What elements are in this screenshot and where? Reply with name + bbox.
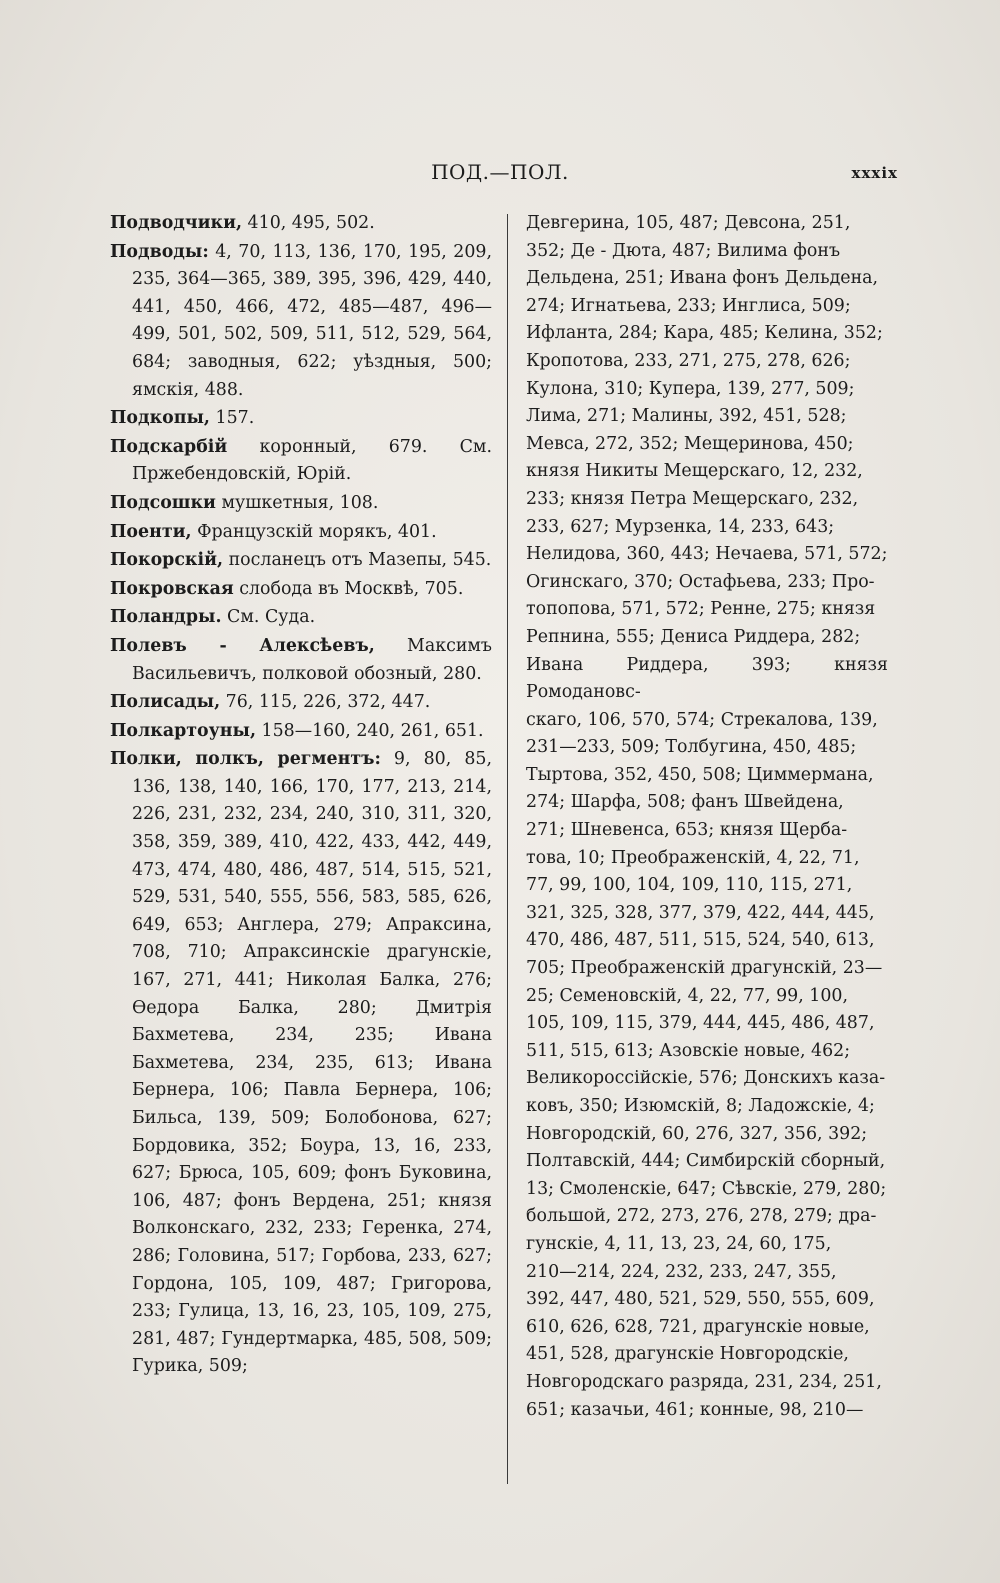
text-line: Кулона, 310; Купера, 139, 277, 509; bbox=[526, 378, 855, 399]
text-line: гунскіе, 4, 11, 13, 23, 24, 60, 175, bbox=[526, 1233, 832, 1254]
text-line: Великороссійскіе, 576; Донскихъ каза- bbox=[526, 1068, 886, 1089]
text-line: Нелидова, 360, 443; Нечаева, 571, 572; bbox=[526, 544, 888, 565]
running-title: ПОД.—ПОЛ. bbox=[431, 160, 569, 184]
entry-headword: Подводчики, bbox=[110, 213, 243, 233]
text-line: това, 10; Преображенскій, 4, 22, 71, bbox=[526, 847, 860, 868]
index-entry bbox=[110, 490, 492, 518]
text-line: 13; Смоленскіе, 647; Сѣвскіе, 279, 280; bbox=[526, 1178, 887, 1199]
text-line: Огинскаго, 370; Остафьева, 233; Про- bbox=[526, 571, 875, 592]
entry-headword: Покровская bbox=[110, 578, 234, 599]
continued-entry-text bbox=[526, 210, 888, 1424]
text-line: 705; Преображенскій драгунскій, 23— bbox=[526, 958, 883, 979]
text-line: ковъ, 350; Изюмскій, 8; Ладожскіе, 4; bbox=[526, 1096, 875, 1116]
entry-text: слобода въ Москвѣ, 705. bbox=[233, 578, 464, 599]
index-entry bbox=[110, 547, 492, 575]
index-entry bbox=[110, 434, 492, 489]
text-line: 470, 486, 487, 511, 515, 524, 540, 613, bbox=[526, 930, 875, 951]
text-line: Полтавскій, 444; Симбирскій сборный, bbox=[526, 1151, 886, 1172]
text-line: 274; Игнатьева, 233; Инглиса, 509; bbox=[526, 295, 851, 316]
entry-headword: Поландры. bbox=[110, 607, 222, 628]
entry-headword: Покорскій, bbox=[110, 550, 224, 571]
text-line: Кропотова, 233, 271, 275, 278, 626; bbox=[526, 350, 851, 371]
index-entry bbox=[110, 576, 492, 604]
entry-headword: Полки, полкъ, регментъ: bbox=[110, 749, 381, 770]
entry-text: коронный, 679. См. Пржебендовскій, Юрій. bbox=[132, 436, 492, 485]
text-line: 271; Шневенса, 653; князя Щерба- bbox=[526, 820, 848, 841]
index-entry bbox=[110, 519, 492, 547]
entry-headword: Подсошки bbox=[110, 492, 216, 513]
text-line: 321, 325, 328, 377, 379, 422, 444, 445, bbox=[526, 902, 875, 923]
index-entry bbox=[110, 689, 492, 717]
text-line: князя Никиты Мещерскаго, 12, 232, bbox=[526, 461, 863, 482]
text-line: 451, 528, драгунскіе Новгородскіе, bbox=[526, 1344, 849, 1365]
index-entry bbox=[110, 604, 492, 632]
entry-text: посланецъ отъ Мазепы, 545. bbox=[223, 550, 492, 571]
text-line: Тыртова, 352, 450, 508; Циммермана, bbox=[526, 764, 874, 785]
text-line: 231—233, 509; Толбугина, 450, 485; bbox=[526, 737, 857, 758]
index-entry bbox=[110, 239, 492, 405]
index-entry bbox=[110, 405, 492, 433]
right-column bbox=[526, 210, 888, 1424]
text-line: Девгерина, 105, 487; Девсона, 251, bbox=[526, 213, 851, 233]
index-entry bbox=[110, 746, 492, 1381]
text-line: 511, 515, 613; Азовскіе новые, 462; bbox=[526, 1040, 851, 1061]
text-line: Дельдена, 251; Ивана фонъ Дельдена, bbox=[526, 268, 879, 289]
page-header bbox=[0, 160, 1000, 192]
text-line: 233; князя Петра Мещерскаго, 232, bbox=[526, 488, 859, 509]
text-line: Лима, 271; Малины, 392, 451, 528; bbox=[526, 406, 847, 427]
index-entry bbox=[110, 633, 492, 688]
entry-text: 76, 115, 226, 372, 447. bbox=[220, 692, 431, 713]
text-line: 610, 626, 628, 721, драгунскіе новые, bbox=[526, 1316, 870, 1337]
text-line: 77, 99, 100, 104, 109, 110, 115, 271, bbox=[526, 875, 853, 896]
entry-headword: Полевъ - Алексѣевъ, bbox=[110, 635, 375, 656]
text-line: скаго, 106, 570, 574; Стрекалова, 139, bbox=[526, 709, 878, 730]
text-line: Новгородскаго разряда, 231, 234, 251, bbox=[526, 1371, 882, 1392]
entry-headword: Полисады, bbox=[110, 692, 221, 713]
entry-text: мушкетныя, 108. bbox=[215, 492, 379, 513]
entry-text: Французскій морякъ, 401. bbox=[191, 521, 437, 542]
entry-headword: Подводы: bbox=[110, 241, 209, 262]
text-line: 105, 109, 115, 379, 444, 445, 486, 487, bbox=[526, 1013, 875, 1034]
text-line: Мевса, 272, 352; Мещеринова, 450; bbox=[526, 433, 854, 454]
entry-text: 157. bbox=[210, 408, 255, 429]
text-line: Репнина, 555; Дениса Риддера, 282; bbox=[526, 626, 861, 647]
text-line: 651; казачьи, 461; конные, 98, 210— bbox=[526, 1399, 864, 1420]
text-line: 274; Шарфа, 508; фанъ Швейдена, bbox=[526, 792, 844, 813]
text-line: 233, 627; Мурзенка, 14, 233, 643; bbox=[526, 516, 835, 537]
index-entry bbox=[110, 210, 492, 238]
column-divider bbox=[507, 214, 508, 1484]
text-line: топопова, 571, 572; Ренне, 275; князя bbox=[526, 599, 876, 620]
text-line: Ивана Риддера, 393; князя Ромодановс- bbox=[526, 654, 888, 703]
entry-text: См. Суда. bbox=[221, 607, 316, 628]
entry-text: 410, 495, 502. bbox=[242, 213, 375, 233]
index-entry bbox=[110, 718, 492, 746]
text-line: 210—214, 224, 232, 233, 247, 355, bbox=[526, 1261, 837, 1282]
text-line: Новгородскій, 60, 276, 327, 356, 392; bbox=[526, 1123, 868, 1144]
text-line: 25; Семеновскій, 4, 22, 77, 99, 100, bbox=[526, 985, 848, 1006]
entry-text: 158—160, 240, 261, 651. bbox=[256, 720, 484, 741]
entry-text: Максимъ Васильевичъ, полковой обозный, 280. bbox=[132, 635, 492, 684]
entry-headword: Полкартоуны, bbox=[110, 720, 256, 741]
text-line: 352; Де - Дюта, 487; Вилима фонъ bbox=[526, 240, 841, 261]
entry-text: 4, 70, 113, 136, 170, 195, 209, 235, 364—365, 389, 395, 396, 429, 440, 441, 450, 466, 472, 485—487, 496—499, 501, 502, 509, 511, 512, 529, 564, 684; заводныя, 622; уѣздныя, 500; ямскія, 488. bbox=[132, 241, 492, 400]
text-line: 392, 447, 480, 521, 529, 550, 555, 609, bbox=[526, 1289, 875, 1310]
text-line: Ифланта, 284; Кара, 485; Келина, 352; bbox=[526, 323, 883, 344]
entry-headword: Подкопы, bbox=[110, 408, 210, 429]
page-number: xxxix bbox=[851, 164, 898, 182]
entry-headword: Поенти, bbox=[110, 521, 192, 542]
entry-headword: Подскарбій bbox=[110, 436, 228, 457]
entry-text: 9, 80, 85, 136, 138, 140, 166, 170, 177, 213, 214, 226, 231, 232, 234, 240, 310, 311, 320, 358, 359, 389, 410, 422, 433, 442, 449, 473, 474, 480, 486, 487, 514, 515, 521, 529, 531, 540, 555, 556, 583, 585, 626, 649, 653; Англера, 279; Апраксина, 708, 710; Апраксинскіе драгунскіе, 167, 271, 441; Николая Балка, 276; Ѳедора Балка, 280; Дмитрія Бахметева, 234, 235; Ивана Бахметева, 234, 235, 613; Ивана Бернера, 106; Павла Бернера, 106; Бильса, 139, 509; Болобонова, 627; Бордовика, 352; Боура, 13, 16, 233, 627; Брюса, 105, 609; фонъ Буковина, 106, 487; фонъ Вердена, 251; князя Волконскаго, 232, 233; Геренка, 274, 286; Головина, 517; Горбова, 233, 627; Гордона, 105, 109, 487; Григорова, 233; Гулица, 13, 16, 23, 105, 109, 275, 281, 487; Гундертмарка, 485, 508, 509; Гурика, 509; bbox=[132, 749, 492, 1377]
left-column bbox=[110, 210, 492, 1382]
text-line: большой, 272, 273, 276, 278, 279; дра- bbox=[526, 1206, 877, 1227]
